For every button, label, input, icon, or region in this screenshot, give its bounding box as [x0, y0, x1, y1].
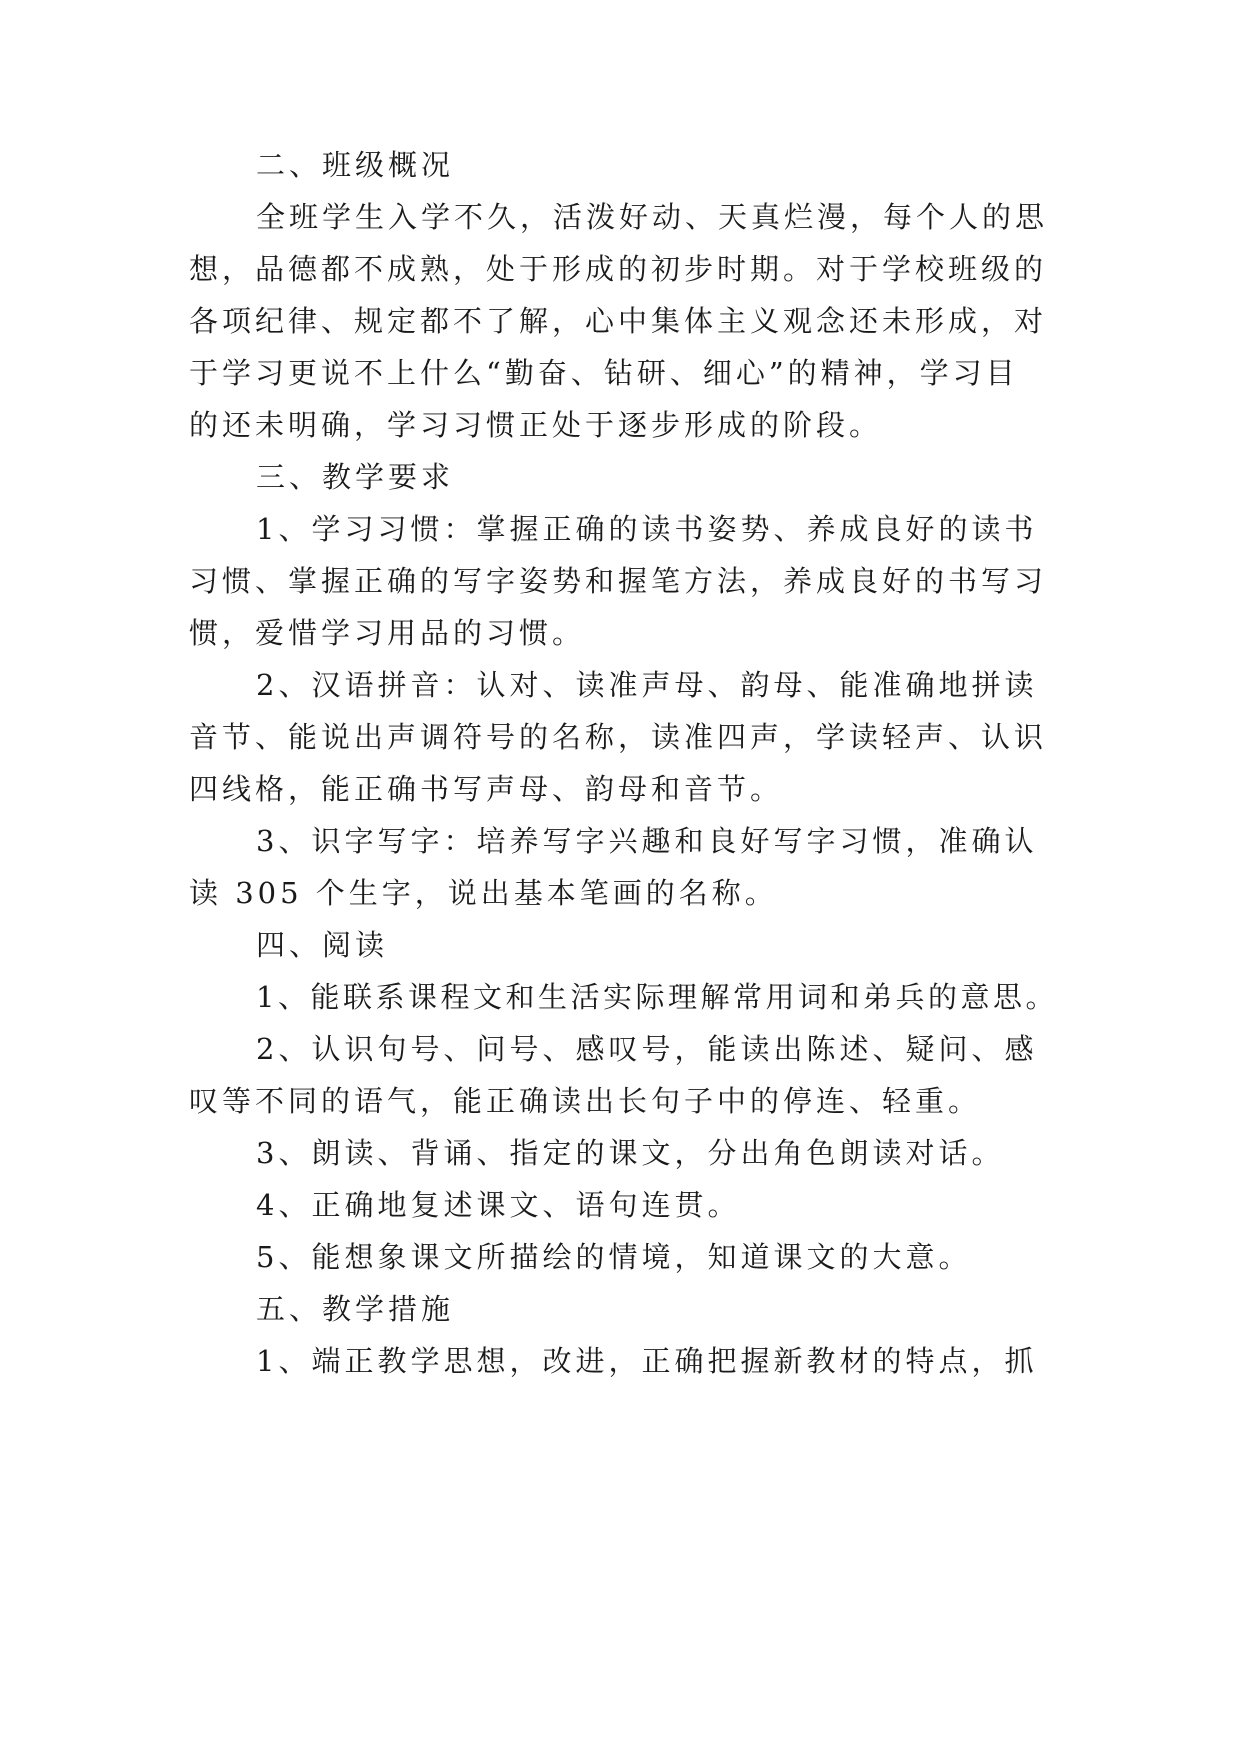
- paragraph-line: 4、正确地复述课文、语句连贯。: [256, 1188, 741, 1222]
- paragraph-line: 惯，爱惜学习用品的习惯。: [189, 616, 586, 650]
- paragraph-line: 3、朗读、背诵、指定的课文，分出角色朗读对话。: [256, 1136, 1005, 1170]
- paragraph-line: 四线格，能正确书写声母、韵母和音节。: [189, 772, 784, 806]
- paragraph-line: 叹等不同的语气，能正确读出长句子中的停连、轻重。: [189, 1084, 982, 1118]
- heading-class-overview: 二、班级概况: [256, 148, 455, 182]
- paragraph-line: 3、识字写字：培养写字兴趣和良好写字习惯，准确认: [256, 824, 1038, 858]
- paragraph-line: 1、学习习惯：掌握正确的读书姿势、养成良好的读书: [256, 512, 1038, 546]
- paragraph-line: 1、能联系课程文和生活实际理解常用词和弟兵的意思。: [256, 980, 1058, 1014]
- paragraph-line: 想，品德都不成熟，处于形成的初步时期。对于学校班级的: [189, 252, 1048, 286]
- paragraph-line: 的还未明确，学习习惯正处于逐步形成的阶段。: [189, 408, 883, 442]
- paragraph-line: 读 305 个生字，说出基本笔画的名称。: [189, 876, 778, 910]
- paragraph-line: 2、认识句号、问号、感叹号，能读出陈述、疑问、感: [256, 1032, 1038, 1066]
- heading-teaching-measures: 五、教学措施: [256, 1292, 455, 1326]
- paragraph-line: 音节、能说出声调符号的名称，读准四声，学读轻声、认识: [189, 720, 1048, 754]
- heading-reading: 四、阅读: [256, 928, 389, 962]
- paragraph-line: 1、端正教学思想，改进，正确把握新教材的特点，抓: [256, 1344, 1038, 1378]
- paragraph-line: 2、汉语拼音：认对、读准声母、韵母、能准确地拼读: [256, 668, 1038, 702]
- paragraph-line: 5、能想象课文所描绘的情境，知道课文的大意。: [256, 1240, 972, 1274]
- paragraph-line: 于学习更说不上什么“勤奋、钻研、细心”的精神，学习目: [189, 356, 1019, 390]
- paragraph-line: 各项纪律、规定都不了解，心中集体主义观念还未形成，对: [189, 304, 1048, 338]
- heading-teaching-requirements: 三、教学要求: [256, 460, 455, 494]
- paragraph-line: 全班学生入学不久，活泼好动、天真烂漫，每个人的思: [256, 200, 1049, 234]
- paragraph-line: 习惯、掌握正确的写字姿势和握笔方法，养成良好的书写习: [189, 564, 1048, 598]
